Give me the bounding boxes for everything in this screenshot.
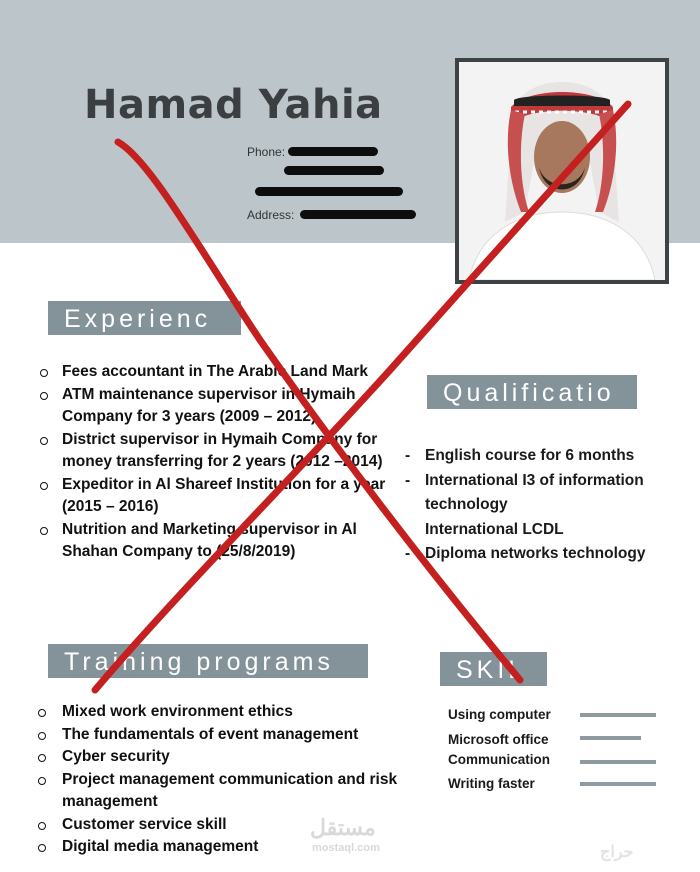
dash-marker: - [405, 447, 411, 464]
candidate-name: Hamad Yahia [84, 82, 383, 128]
dash-marker: - [405, 471, 411, 489]
qualification-text: International LCDL [425, 520, 564, 538]
address-label: Address: [247, 208, 295, 222]
list-item: Fees accountant in The Arabic Land Mark [40, 361, 400, 384]
list-item: ATM maintenance supervisor in Hymaih Company for 3 years (2009 – 2012) [40, 384, 400, 429]
list-item: Customer service skill [40, 814, 440, 837]
list-item: Expeditor in Al Shareef Institution for a year (2015 – 2016) [40, 474, 400, 519]
list-item: District supervisor in Hymaih Company for money transferring for 2 years (2012 –2014) [40, 429, 400, 474]
skills-heading: SKIL [440, 652, 547, 686]
list-item: Nutrition and Marketing supervisor in Al Shahan Company to (25/8/2019) [40, 519, 400, 564]
dash-marker: - [405, 545, 411, 562]
qualification-text: English course for 6 months [425, 447, 635, 464]
qualification-text: International I3 of information technology [425, 471, 644, 513]
skill-label: Writing faster [448, 776, 535, 791]
phone-label: Phone: [247, 145, 286, 159]
corner-watermark: حراج [600, 844, 634, 861]
skill-label: Microsoft office [448, 732, 549, 747]
watermark-logo: مستقل [310, 815, 376, 840]
skill-label: Using computer [448, 707, 551, 722]
list-item: Mixed work environment ethics [40, 701, 440, 724]
watermark-url: mostaql.com [312, 842, 380, 854]
experience-heading: Experienc [48, 301, 241, 335]
training-heading: Training programs [48, 644, 368, 678]
qualification-text: Diploma networks technology [425, 545, 646, 562]
list-item: Project management communication and risk management [40, 769, 440, 814]
list-item: Digital media management [40, 836, 440, 859]
qualifications-heading: Qualificatio [427, 375, 637, 409]
list-item: Cyber security [40, 746, 440, 769]
skill-label: Communication [448, 752, 551, 767]
cross-stroke-right [95, 104, 628, 690]
list-item: The fundamentals of event management [40, 724, 440, 747]
